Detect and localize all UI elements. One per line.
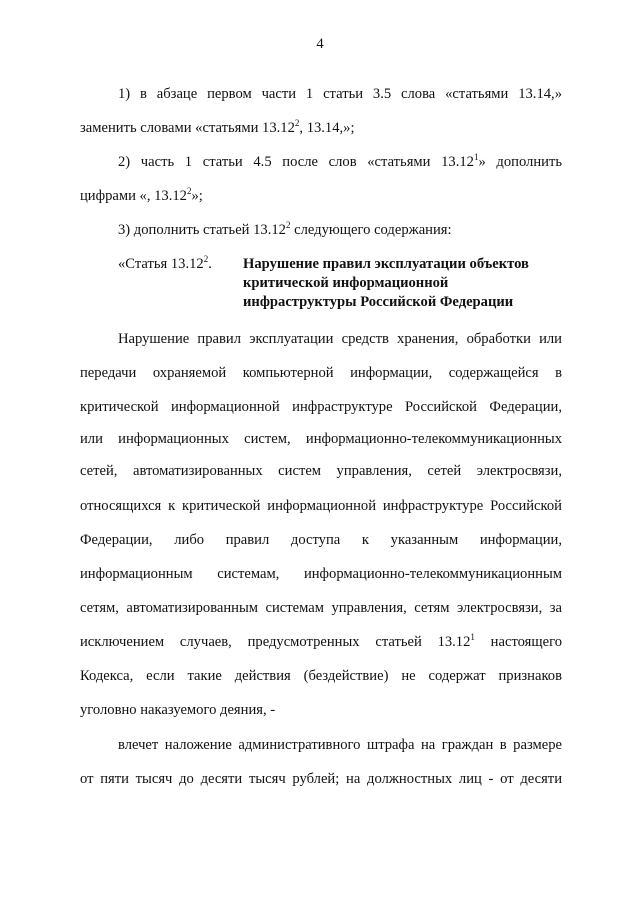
text-segment: от пяти тысяч до десяти тысяч рублей; на должностных лиц - от десяти <box>80 771 562 787</box>
text-line <box>118 222 562 239</box>
article-label <box>118 256 212 273</box>
text-segment: Кодекса, если такие действия (бездействие) не содержат признаков <box>80 668 562 684</box>
article-label-text: «Статья 13.12 <box>118 256 204 272</box>
text-segment: 1 <box>473 152 479 162</box>
text-segment: исключением случаев, предусмотренных статьей 13.12 <box>80 634 471 650</box>
text-segment: сетям, автоматизированным системам управления, сетям электросвязи, за <box>80 600 562 616</box>
text-segment: Нарушение правил эксплуатации средств хранения, обработки или <box>118 331 562 347</box>
text-line <box>80 463 562 480</box>
text-line <box>80 600 562 617</box>
text-segment: 2 <box>294 118 300 128</box>
text-segment: уголовно наказуемого деяния, - <box>80 702 276 718</box>
text-segment: 1 <box>470 632 475 642</box>
text-segment: сетей, автоматизированных систем управления, сетей электросвязи, <box>80 463 562 479</box>
text-line <box>80 634 562 651</box>
text-segment: 2 <box>285 220 291 230</box>
text-line <box>80 431 562 448</box>
text-line <box>118 86 562 103</box>
text-segment: передачи охраняемой компьютерной информации, содержащейся в <box>80 365 562 381</box>
text-line <box>80 498 562 515</box>
article-title-line: Нарушение правил эксплуатации объектов <box>243 256 529 272</box>
text-segment: 2 <box>186 186 192 196</box>
text-segment: влечет наложение административного штрафа на граждан в размере <box>118 737 562 753</box>
text-segment: следующего содержания: <box>290 222 452 238</box>
text-segment: 1) в абзаце первом части 1 статьи 3.5 слова «статьями 13.14,» <box>118 86 562 102</box>
text-segment: цифрами «, 13.12 <box>80 188 187 204</box>
text-line <box>118 331 562 348</box>
text-line <box>80 399 562 416</box>
text-segment: »; <box>191 188 203 204</box>
text-line <box>80 532 562 549</box>
text-segment: критической информационной инфраструктуре Российской Федерации, <box>80 399 562 415</box>
text-line <box>80 668 562 685</box>
article-title-line: критической информационной <box>243 275 449 291</box>
text-segment: заменить словами «статьями 13.12 <box>80 120 295 136</box>
text-segment: 2) часть 1 статьи 4.5 после слов «статьями 13.12 <box>118 154 474 170</box>
text-line <box>80 566 562 583</box>
text-line <box>80 702 562 719</box>
text-line <box>118 154 562 171</box>
text-segment: Федерации, либо правил доступа к указанным информации, <box>80 532 562 548</box>
text-segment: » дополнить <box>478 154 562 170</box>
text-line <box>118 737 562 754</box>
text-line <box>80 120 562 137</box>
article-label-sup: 2 <box>203 254 209 264</box>
text-segment: относящихся к критической информационной инфраструктуре Российской <box>80 498 562 514</box>
text-segment: настоящего <box>474 634 562 650</box>
text-segment: информационным системам, информационно-телекоммуникационным <box>80 566 562 582</box>
text-segment: , 13.14,»; <box>299 120 355 136</box>
article-title-line: инфраструктуры Российской Федерации <box>243 294 514 310</box>
text-line <box>80 188 562 205</box>
text-segment: 3) дополнить статьей 13.12 <box>118 222 286 238</box>
text-line <box>80 365 562 382</box>
page-number: 4 <box>316 36 324 52</box>
article-label-dot: . <box>208 256 212 272</box>
text-line <box>80 771 562 788</box>
text-segment: или информационных систем, информационно-телекоммуникационных <box>80 431 562 447</box>
